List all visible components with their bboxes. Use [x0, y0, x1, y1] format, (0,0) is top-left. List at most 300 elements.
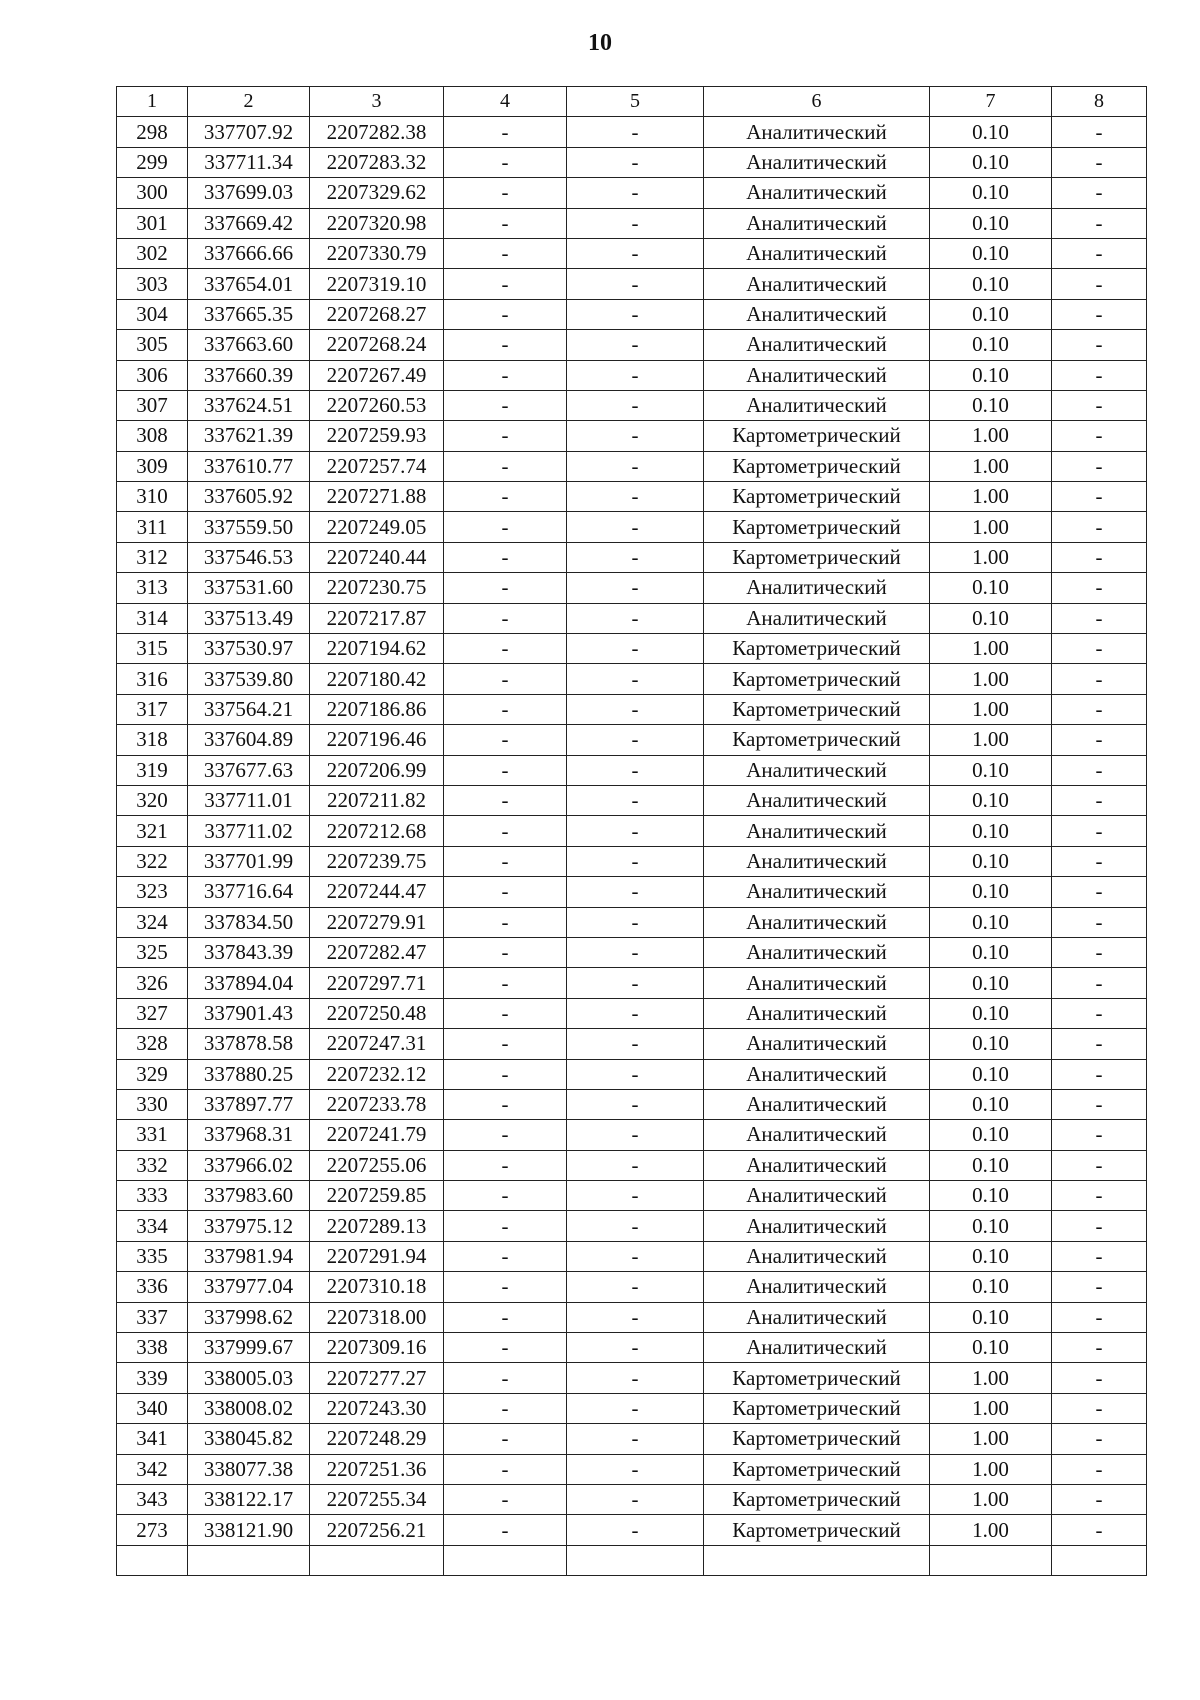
accuracy-cell: 1.00 [930, 1424, 1052, 1454]
col8-cell: - [1052, 1211, 1147, 1241]
col4-cell: - [444, 1029, 567, 1059]
accuracy-cell: 0.10 [930, 603, 1052, 633]
method-cell: Картометрический [704, 1424, 930, 1454]
method-cell: Аналитический [704, 1089, 930, 1119]
point-number-cell: 339 [117, 1363, 188, 1393]
y-coordinate-cell: 2207289.13 [310, 1211, 444, 1241]
col4-cell: - [444, 998, 567, 1028]
col8-cell: - [1052, 1363, 1147, 1393]
empty-cell [930, 1545, 1052, 1575]
y-coordinate-cell: 2207297.71 [310, 968, 444, 998]
method-cell: Аналитический [704, 573, 930, 603]
accuracy-cell: 0.10 [930, 1120, 1052, 1150]
table-row [117, 117, 1147, 147]
point-number-cell: 333 [117, 1181, 188, 1211]
x-coordinate-cell: 337624.51 [188, 390, 310, 420]
col5-cell: - [567, 178, 704, 208]
y-coordinate-cell: 2207257.74 [310, 451, 444, 481]
x-coordinate-cell: 337605.92 [188, 482, 310, 512]
method-cell: Картометрический [704, 664, 930, 694]
point-number-cell: 309 [117, 451, 188, 481]
col5-cell: - [567, 1302, 704, 1332]
y-coordinate-cell: 2207211.82 [310, 785, 444, 815]
col5-cell: - [567, 1150, 704, 1180]
x-coordinate-cell: 337513.49 [188, 603, 310, 633]
header-cell: 4 [444, 87, 567, 117]
accuracy-cell: 0.10 [930, 1029, 1052, 1059]
point-number-cell: 301 [117, 208, 188, 238]
x-coordinate-cell: 337968.31 [188, 1120, 310, 1150]
method-cell: Аналитический [704, 360, 930, 390]
y-coordinate-cell: 2207291.94 [310, 1241, 444, 1271]
accuracy-cell: 0.10 [930, 755, 1052, 785]
method-cell: Аналитический [704, 937, 930, 967]
col5-cell: - [567, 634, 704, 664]
point-number-cell: 331 [117, 1120, 188, 1150]
col4-cell: - [444, 1393, 567, 1423]
table-body [117, 87, 1147, 1576]
table-row [117, 1211, 1147, 1241]
y-coordinate-cell: 2207250.48 [310, 998, 444, 1028]
col8-cell: - [1052, 1515, 1147, 1545]
col4-cell: - [444, 1211, 567, 1241]
method-cell: Аналитический [704, 1241, 930, 1271]
table-row [117, 573, 1147, 603]
method-cell: Аналитический [704, 755, 930, 785]
accuracy-cell: 0.10 [930, 1150, 1052, 1180]
col5-cell: - [567, 238, 704, 268]
accuracy-cell: 0.10 [930, 785, 1052, 815]
col5-cell: - [567, 907, 704, 937]
point-number-cell: 330 [117, 1089, 188, 1119]
accuracy-cell: 1.00 [930, 451, 1052, 481]
x-coordinate-cell: 337977.04 [188, 1272, 310, 1302]
table-row [117, 937, 1147, 967]
x-coordinate-cell: 337983.60 [188, 1181, 310, 1211]
y-coordinate-cell: 2207283.32 [310, 147, 444, 177]
accuracy-cell: 1.00 [930, 421, 1052, 451]
header-cell: 8 [1052, 87, 1147, 117]
x-coordinate-cell: 337894.04 [188, 968, 310, 998]
col8-cell: - [1052, 1272, 1147, 1302]
table-row [117, 360, 1147, 390]
table-row [117, 238, 1147, 268]
col8-cell: - [1052, 725, 1147, 755]
point-number-cell: 324 [117, 907, 188, 937]
col4-cell: - [444, 360, 567, 390]
empty-cell [117, 1545, 188, 1575]
method-cell: Аналитический [704, 1181, 930, 1211]
col4-cell: - [444, 1454, 567, 1484]
table-row [117, 694, 1147, 724]
y-coordinate-cell: 2207267.49 [310, 360, 444, 390]
accuracy-cell: 0.10 [930, 178, 1052, 208]
method-cell: Картометрический [704, 451, 930, 481]
x-coordinate-cell: 337531.60 [188, 573, 310, 603]
col4-cell: - [444, 1272, 567, 1302]
point-number-cell: 310 [117, 482, 188, 512]
col8-cell: - [1052, 1241, 1147, 1271]
y-coordinate-cell: 2207256.21 [310, 1515, 444, 1545]
accuracy-cell: 0.10 [930, 1241, 1052, 1271]
x-coordinate-cell: 337699.03 [188, 178, 310, 208]
col4-cell: - [444, 1150, 567, 1180]
x-coordinate-cell: 337530.97 [188, 634, 310, 664]
accuracy-cell: 1.00 [930, 542, 1052, 572]
col8-cell: - [1052, 1150, 1147, 1180]
accuracy-cell: 0.10 [930, 907, 1052, 937]
table-row [117, 1484, 1147, 1514]
col8-cell: - [1052, 390, 1147, 420]
point-number-cell: 312 [117, 542, 188, 572]
col5-cell: - [567, 117, 704, 147]
col5-cell: - [567, 330, 704, 360]
col4-cell: - [444, 634, 567, 664]
x-coordinate-cell: 338122.17 [188, 1484, 310, 1514]
point-number-cell: 325 [117, 937, 188, 967]
accuracy-cell: 0.10 [930, 330, 1052, 360]
x-coordinate-cell: 338121.90 [188, 1515, 310, 1545]
x-coordinate-cell: 338077.38 [188, 1454, 310, 1484]
col8-cell: - [1052, 634, 1147, 664]
col4-cell: - [444, 1089, 567, 1119]
col8-cell: - [1052, 1029, 1147, 1059]
accuracy-cell: 0.10 [930, 1333, 1052, 1363]
x-coordinate-cell: 337666.66 [188, 238, 310, 268]
col8-cell: - [1052, 512, 1147, 542]
table-row [117, 1120, 1147, 1150]
y-coordinate-cell: 2207277.27 [310, 1363, 444, 1393]
empty-cell [567, 1545, 704, 1575]
accuracy-cell: 0.10 [930, 1059, 1052, 1089]
col5-cell: - [567, 816, 704, 846]
point-number-cell: 335 [117, 1241, 188, 1271]
x-coordinate-cell: 337604.89 [188, 725, 310, 755]
y-coordinate-cell: 2207186.86 [310, 694, 444, 724]
y-coordinate-cell: 2207217.87 [310, 603, 444, 633]
col5-cell: - [567, 1059, 704, 1089]
table-row [117, 482, 1147, 512]
empty-cell [310, 1545, 444, 1575]
x-coordinate-cell: 337998.62 [188, 1302, 310, 1332]
x-coordinate-cell: 337701.99 [188, 846, 310, 876]
point-number-cell: 328 [117, 1029, 188, 1059]
col5-cell: - [567, 877, 704, 907]
col8-cell: - [1052, 1393, 1147, 1423]
col8-cell: - [1052, 1120, 1147, 1150]
y-coordinate-cell: 2207259.93 [310, 421, 444, 451]
accuracy-cell: 0.10 [930, 937, 1052, 967]
point-number-cell: 327 [117, 998, 188, 1028]
accuracy-cell: 0.10 [930, 968, 1052, 998]
col8-cell: - [1052, 664, 1147, 694]
table-row [117, 1089, 1147, 1119]
col8-cell: - [1052, 542, 1147, 572]
col5-cell: - [567, 360, 704, 390]
col8-cell: - [1052, 785, 1147, 815]
col4-cell: - [444, 664, 567, 694]
col5-cell: - [567, 1333, 704, 1363]
table-row [117, 512, 1147, 542]
col8-cell: - [1052, 451, 1147, 481]
table-row [117, 269, 1147, 299]
table-row [117, 1272, 1147, 1302]
header-cell: 3 [310, 87, 444, 117]
accuracy-cell: 0.10 [930, 269, 1052, 299]
col5-cell: - [567, 451, 704, 481]
col5-cell: - [567, 482, 704, 512]
table-row [117, 1181, 1147, 1211]
x-coordinate-cell: 337897.77 [188, 1089, 310, 1119]
y-coordinate-cell: 2207233.78 [310, 1089, 444, 1119]
table-row [117, 907, 1147, 937]
header-cell: 1 [117, 87, 188, 117]
point-number-cell: 326 [117, 968, 188, 998]
col5-cell: - [567, 1181, 704, 1211]
accuracy-cell: 1.00 [930, 482, 1052, 512]
table-row [117, 603, 1147, 633]
method-cell: Картометрический [704, 725, 930, 755]
point-number-cell: 318 [117, 725, 188, 755]
method-cell: Картометрический [704, 421, 930, 451]
point-number-cell: 334 [117, 1211, 188, 1241]
point-number-cell: 322 [117, 846, 188, 876]
y-coordinate-cell: 2207239.75 [310, 846, 444, 876]
col5-cell: - [567, 1424, 704, 1454]
col4-cell: - [444, 1484, 567, 1514]
col4-cell: - [444, 937, 567, 967]
col4-cell: - [444, 1181, 567, 1211]
y-coordinate-cell: 2207249.05 [310, 512, 444, 542]
col8-cell: - [1052, 208, 1147, 238]
x-coordinate-cell: 337546.53 [188, 542, 310, 572]
col4-cell: - [444, 330, 567, 360]
col5-cell: - [567, 1120, 704, 1150]
method-cell: Картометрический [704, 1484, 930, 1514]
table-row [117, 725, 1147, 755]
method-cell: Аналитический [704, 1333, 930, 1363]
method-cell: Аналитический [704, 1302, 930, 1332]
col8-cell: - [1052, 360, 1147, 390]
method-cell: Аналитический [704, 330, 930, 360]
table-row [117, 542, 1147, 572]
accuracy-cell: 1.00 [930, 1363, 1052, 1393]
accuracy-cell: 0.10 [930, 816, 1052, 846]
point-number-cell: 341 [117, 1424, 188, 1454]
accuracy-cell: 0.10 [930, 1302, 1052, 1332]
accuracy-cell: 0.10 [930, 390, 1052, 420]
method-cell: Аналитический [704, 269, 930, 299]
col5-cell: - [567, 785, 704, 815]
x-coordinate-cell: 337834.50 [188, 907, 310, 937]
point-number-cell: 299 [117, 147, 188, 177]
point-number-cell: 313 [117, 573, 188, 603]
x-coordinate-cell: 337981.94 [188, 1241, 310, 1271]
point-number-cell: 308 [117, 421, 188, 451]
accuracy-cell: 1.00 [930, 634, 1052, 664]
table-row [117, 1059, 1147, 1089]
y-coordinate-cell: 2207279.91 [310, 907, 444, 937]
empty-cell [1052, 1545, 1147, 1575]
point-number-cell: 342 [117, 1454, 188, 1484]
point-number-cell: 314 [117, 603, 188, 633]
point-number-cell: 303 [117, 269, 188, 299]
col5-cell: - [567, 147, 704, 177]
col4-cell: - [444, 694, 567, 724]
accuracy-cell: 1.00 [930, 1484, 1052, 1514]
x-coordinate-cell: 337716.64 [188, 877, 310, 907]
table-row [117, 1454, 1147, 1484]
y-coordinate-cell: 2207244.47 [310, 877, 444, 907]
col8-cell: - [1052, 1454, 1147, 1484]
accuracy-cell: 0.10 [930, 877, 1052, 907]
y-coordinate-cell: 2207196.46 [310, 725, 444, 755]
col4-cell: - [444, 1302, 567, 1332]
accuracy-cell: 0.10 [930, 360, 1052, 390]
point-number-cell: 300 [117, 178, 188, 208]
col8-cell: - [1052, 937, 1147, 967]
x-coordinate-cell: 337999.67 [188, 1333, 310, 1363]
col5-cell: - [567, 846, 704, 876]
col4-cell: - [444, 1120, 567, 1150]
col8-cell: - [1052, 968, 1147, 998]
col5-cell: - [567, 390, 704, 420]
table-row [117, 178, 1147, 208]
method-cell: Картометрический [704, 1393, 930, 1423]
table-row [117, 846, 1147, 876]
accuracy-cell: 0.10 [930, 299, 1052, 329]
col5-cell: - [567, 1363, 704, 1393]
method-cell: Аналитический [704, 238, 930, 268]
point-number-cell: 340 [117, 1393, 188, 1423]
x-coordinate-cell: 337621.39 [188, 421, 310, 451]
method-cell: Аналитический [704, 785, 930, 815]
col4-cell: - [444, 816, 567, 846]
method-cell: Аналитический [704, 1059, 930, 1089]
col8-cell: - [1052, 269, 1147, 299]
col4-cell: - [444, 1059, 567, 1089]
accuracy-cell: 1.00 [930, 664, 1052, 694]
accuracy-cell: 0.10 [930, 238, 1052, 268]
table-row [117, 1302, 1147, 1332]
point-number-cell: 317 [117, 694, 188, 724]
table-row [117, 1333, 1147, 1363]
y-coordinate-cell: 2207255.06 [310, 1150, 444, 1180]
accuracy-cell: 0.10 [930, 1272, 1052, 1302]
col4-cell: - [444, 1363, 567, 1393]
table-row [117, 755, 1147, 785]
accuracy-cell: 1.00 [930, 1393, 1052, 1423]
col5-cell: - [567, 573, 704, 603]
col4-cell: - [444, 1424, 567, 1454]
point-number-cell: 311 [117, 512, 188, 542]
x-coordinate-cell: 337966.02 [188, 1150, 310, 1180]
y-coordinate-cell: 2207282.47 [310, 937, 444, 967]
col5-cell: - [567, 1484, 704, 1514]
method-cell: Картометрический [704, 542, 930, 572]
col5-cell: - [567, 208, 704, 238]
method-cell: Аналитический [704, 1150, 930, 1180]
col4-cell: - [444, 877, 567, 907]
col4-cell: - [444, 208, 567, 238]
table-row [117, 816, 1147, 846]
x-coordinate-cell: 337654.01 [188, 269, 310, 299]
col5-cell: - [567, 937, 704, 967]
table-row [117, 634, 1147, 664]
method-cell: Картометрический [704, 482, 930, 512]
y-coordinate-cell: 2207318.00 [310, 1302, 444, 1332]
col4-cell: - [444, 451, 567, 481]
point-number-cell: 319 [117, 755, 188, 785]
x-coordinate-cell: 338045.82 [188, 1424, 310, 1454]
table-row [117, 451, 1147, 481]
col4-cell: - [444, 603, 567, 633]
point-number-cell: 338 [117, 1333, 188, 1363]
table-row [117, 998, 1147, 1028]
accuracy-cell: 0.10 [930, 208, 1052, 238]
y-coordinate-cell: 2207248.29 [310, 1424, 444, 1454]
x-coordinate-cell: 337669.42 [188, 208, 310, 238]
y-coordinate-cell: 2207251.36 [310, 1454, 444, 1484]
col4-cell: - [444, 390, 567, 420]
col5-cell: - [567, 1029, 704, 1059]
col4-cell: - [444, 573, 567, 603]
col5-cell: - [567, 299, 704, 329]
col8-cell: - [1052, 117, 1147, 147]
method-cell: Аналитический [704, 603, 930, 633]
col8-cell: - [1052, 877, 1147, 907]
method-cell: Картометрический [704, 694, 930, 724]
table-row [117, 1029, 1147, 1059]
y-coordinate-cell: 2207309.16 [310, 1333, 444, 1363]
accuracy-cell: 0.10 [930, 117, 1052, 147]
y-coordinate-cell: 2207240.44 [310, 542, 444, 572]
col4-cell: - [444, 147, 567, 177]
empty-table-row [117, 1545, 1147, 1575]
col5-cell: - [567, 421, 704, 451]
col8-cell: - [1052, 299, 1147, 329]
method-cell: Аналитический [704, 117, 930, 147]
x-coordinate-cell: 337610.77 [188, 451, 310, 481]
y-coordinate-cell: 2207194.62 [310, 634, 444, 664]
col5-cell: - [567, 1393, 704, 1423]
point-number-cell: 343 [117, 1484, 188, 1514]
col8-cell: - [1052, 755, 1147, 785]
method-cell: Картометрический [704, 1363, 930, 1393]
y-coordinate-cell: 2207319.10 [310, 269, 444, 299]
accuracy-cell: 0.10 [930, 573, 1052, 603]
y-coordinate-cell: 2207320.98 [310, 208, 444, 238]
point-number-cell: 321 [117, 816, 188, 846]
col8-cell: - [1052, 238, 1147, 268]
table-row [117, 208, 1147, 238]
table-row [117, 877, 1147, 907]
col4-cell: - [444, 299, 567, 329]
method-cell: Аналитический [704, 877, 930, 907]
method-cell: Аналитический [704, 1272, 930, 1302]
x-coordinate-cell: 337711.01 [188, 785, 310, 815]
method-cell: Аналитический [704, 1211, 930, 1241]
table-row [117, 390, 1147, 420]
col5-cell: - [567, 269, 704, 299]
accuracy-cell: 0.10 [930, 846, 1052, 876]
accuracy-cell: 0.10 [930, 1181, 1052, 1211]
col4-cell: - [444, 482, 567, 512]
point-number-cell: 315 [117, 634, 188, 664]
table-row [117, 785, 1147, 815]
empty-cell [704, 1545, 930, 1575]
col5-cell: - [567, 1211, 704, 1241]
